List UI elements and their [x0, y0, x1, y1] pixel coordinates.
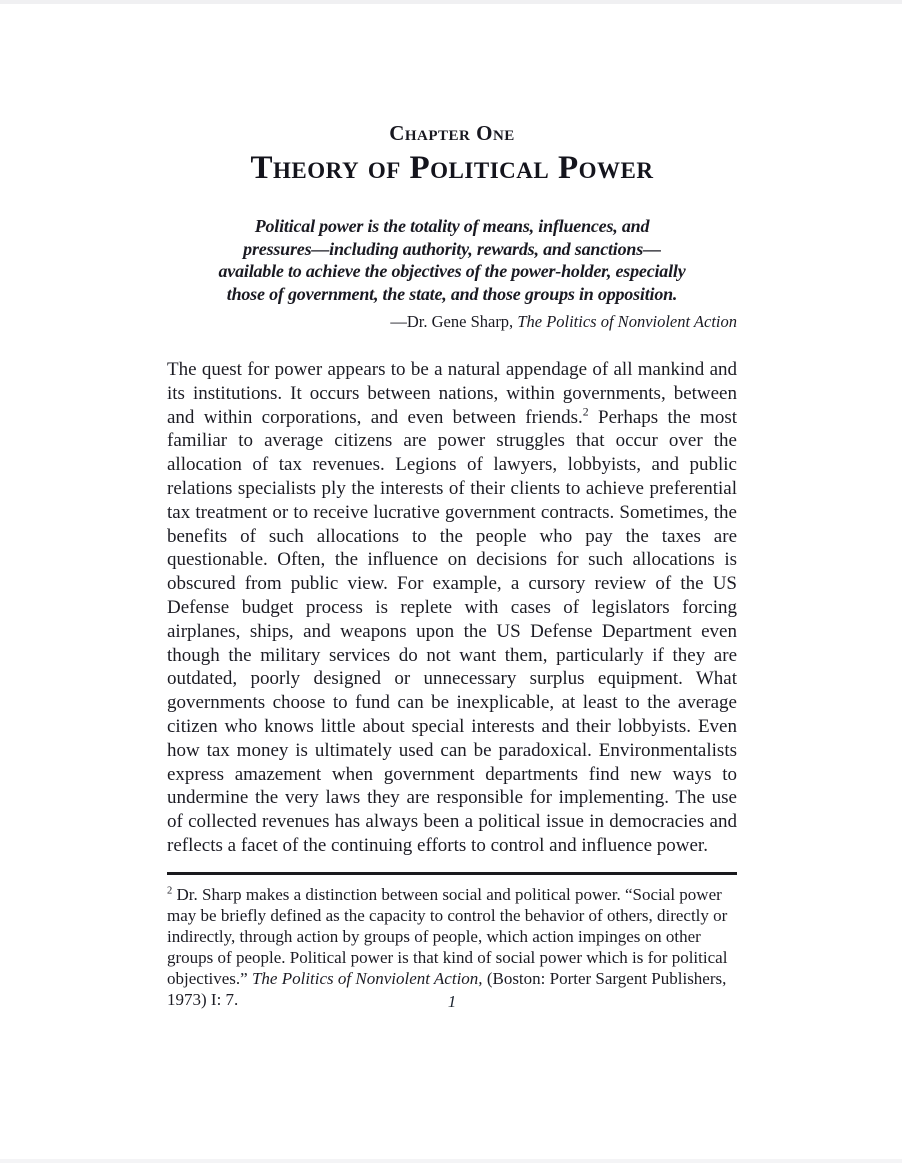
footnote-text-continued: (Boston: Porter Sargent Publishers, 1973) I: 7.	[167, 968, 727, 1009]
chapter-title: Theory of Political Power	[250, 150, 654, 186]
epigraph-line-2: pressures—including authority, rewards, and sanctions—	[243, 238, 661, 259]
page-bottom-edge	[0, 1159, 902, 1163]
footnote-separator	[167, 872, 737, 875]
epigraph-line-4: those of government, the state, and those groups in opposition.	[226, 283, 678, 304]
footnote-work-title: The Politics of Nonviolent Action,	[251, 968, 483, 988]
footnote-text: Dr. Sharp makes a distinction between social and political power. “Social power may be briefly defined as the capacity to control the behavior of others, directly or indirectly, through action by groups of people, which action impinges on other groups of people. Political power is that kind of social power which is for political objectives.”	[167, 884, 728, 988]
epigraph-line-3: available to achieve the objectives of the power-holder, especially	[218, 261, 686, 281]
epigraph-line-1: Political power is the totality of means, influences, and	[254, 216, 650, 236]
epigraph	[167, 215, 737, 332]
footnote-reference: 2	[582, 405, 589, 419]
page-content	[167, 0, 737, 1012]
attribution-author: —Dr. Gene Sharp,	[390, 312, 518, 331]
attribution-work-title: The Politics of Nonviolent Action	[517, 312, 737, 331]
epigraph-attribution	[167, 311, 737, 332]
chapter-label: Chapter One	[389, 121, 515, 145]
body-paragraph	[167, 358, 737, 858]
body-text-part1: The quest for power appears to be a natural appendage of all mankind and its institutions. It occurs between nations, within governments, between and within corporations, and even between friends.	[167, 359, 737, 428]
body-text-part2: Perhaps the most familiar to average citizens are power struggles that occur over the allocation of tax revenues. Legions of lawyers, lobbyists, and public relations specialists ply the interests of their clients to achieve preferential tax treatment or to receive lucrative government contracts. Sometimes, the benefits of such allocations to the people who pay the taxes are questionable. Often, the influence on decisions for such allocations is obscured from public view. For example, a cursory review of the US Defense budget process is replete with cases of legislators forcing airplanes, ships, and weapons upon the US Defense Department even though the military services do not want them, particularly if they are outdated, poorly designed or unnecessary surplus equipment. What governments choose to fund can be inexplicable, at least to the average citizen who knows little about special interests and their lobbyists. Even how tax money is ultimately used can be paradoxical. Environmentalists express amazement when government departments find new ways to undermine the very laws they are responsible for implementing. The use of collected revenues has always been a political issue in democracies and reflects a facet of the continuing efforts to control and influence power.	[167, 406, 737, 856]
page-number: 1	[447, 991, 457, 1011]
footnote-marker: 2	[167, 885, 173, 897]
